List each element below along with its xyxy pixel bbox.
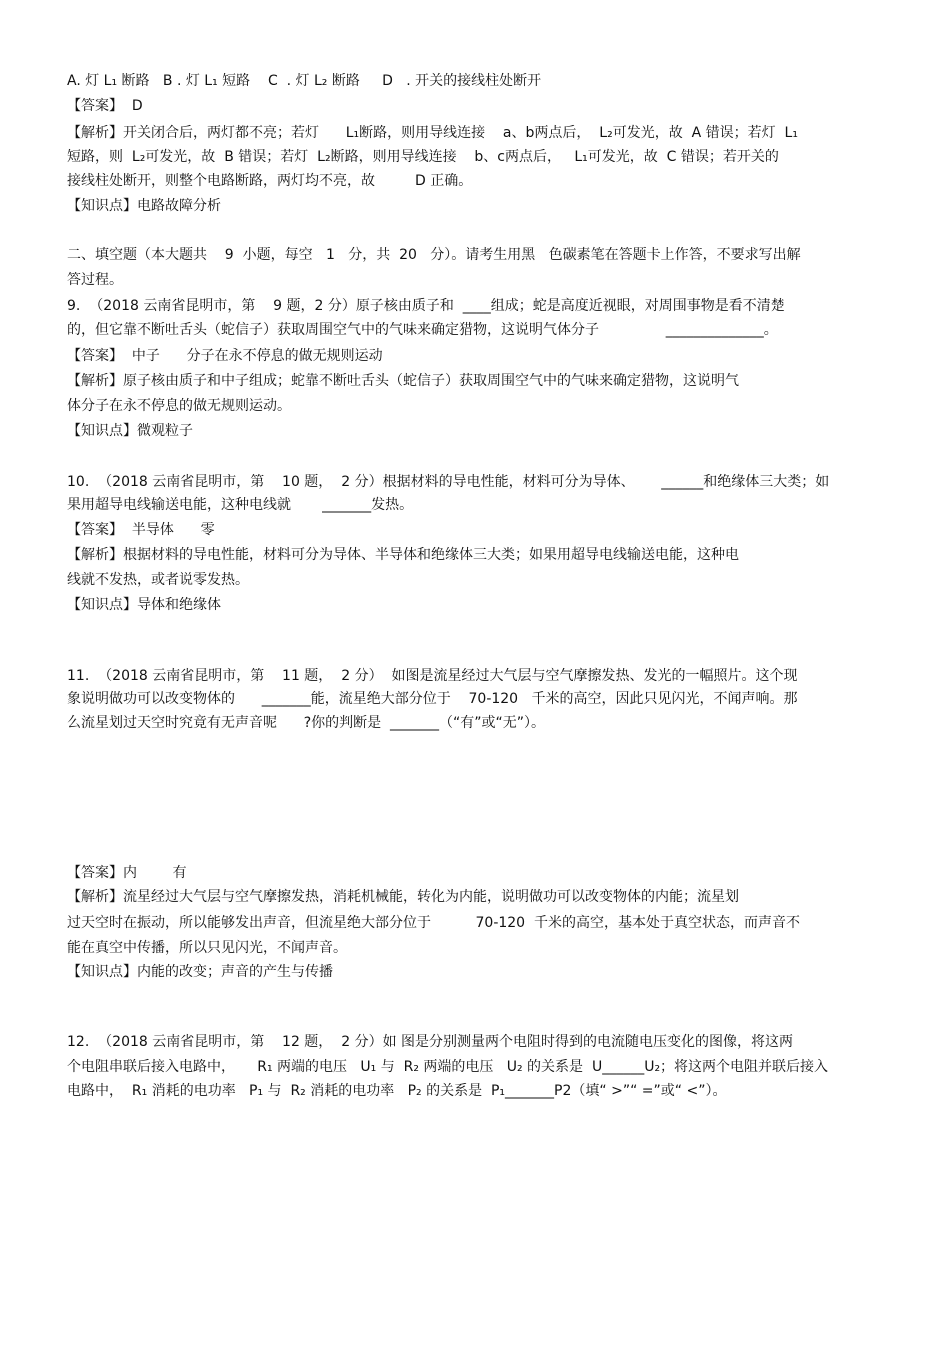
q8-options: A. 灯 L₁ 断路 B . 灯 L₁ 短路 C . 灯 L₂ 断路 D . 开关的接线柱处断开 <box>67 73 542 89</box>
q12-stem-line-2: 个电阻串联后接入电路中， R₁ 两端的电压 U₁ 与 R₂ 两端的电压 U₂ 的关系是 U______U₂；将这两个电阻并联后接入 <box>67 1059 829 1075</box>
q8-analysis-line-1: 【解析】开关闭合后，两灯都不亮；若灯 L₁断路，则用导线连接 a、b两点后， L₂可发光，故 A 错误；若灯 L₁ <box>67 125 798 141</box>
q10-analysis-line-2: 线就不发热，或者说零发热。 <box>67 572 249 588</box>
q11-stem-line-3: 么流星划过天空时究竟有无声音呢 ?你的判断是 _______（“有”或“无”）。 <box>67 715 546 731</box>
section2-heading-line-2: 答过程。 <box>67 272 123 288</box>
section2-heading-line-1: 二、填空题（本大题共 9 小题，每空 1 分，共 20 分）。请考生用黑 色碳素笔在答题卡上作答，不要求写出解 <box>67 247 801 263</box>
q9-analysis-line-1: 【解析】原子核由质子和中子组成；蛇靠不断吐舌头（蛇信子）获取周围空气中的气味来确定猎物，这说明气 <box>67 373 739 389</box>
q11-analysis-line-1: 【解析】流星经过大气层与空气摩擦发热，消耗机械能，转化为内能，说明做功可以改变物体的内能；流星划 <box>67 889 739 905</box>
q11-knowledge: 【知识点】内能的改变；声音的产生与传播 <box>67 964 333 980</box>
q9-answer: 【答案】 中子 分子在永不停息的做无规则运动 <box>67 348 383 364</box>
q10-stem-line-1: 10. （2018 云南省昆明市，第 10 题， 2 分）根据材料的导电性能，材料可分为导体、 ______和绝缘体三大类；如 <box>67 474 830 490</box>
q9-analysis-line-2: 体分子在永不停息的做无规则运动。 <box>67 398 291 414</box>
q8-answer: 【答案】 D <box>67 98 143 114</box>
q9-knowledge: 【知识点】微观粒子 <box>67 423 193 439</box>
q8-knowledge: 【知识点】电路故障分析 <box>67 198 221 214</box>
q8-analysis-line-3: 接线柱处断开，则整个电路断路，两灯均不亮，故 D 正确。 <box>67 173 473 189</box>
q11-answer: 【答案】内 有 <box>67 865 187 881</box>
q11-stem-line-2: 象说明做功可以改变物体的 _______能，流星绝大部分位于 70-120 千米的高空，因此只见闪光，不闻声响。那 <box>67 691 798 707</box>
q9-stem-line-2: 的，但它靠不断吐舌头（蛇信子）获取周围空气中的气味来确定猎物，这说明气体分子 ______________。 <box>67 322 778 338</box>
q10-knowledge: 【知识点】导体和绝缘体 <box>67 597 221 613</box>
q10-answer: 【答案】 半导体 零 <box>67 522 215 538</box>
q10-stem-line-2: 果用超导电线输送电能，这种电线就 _______发热。 <box>67 497 414 513</box>
q11-analysis-line-2: 过天空时在振动，所以能够发出声音，但流星绝大部分位于 70-120 千米的高空，基本处于真空状态，而声音不 <box>67 915 800 931</box>
q9-stem-line-1: 9. （2018 云南省昆明市，第 9 题，2 分）原子核由质子和 ____组成；蛇是高度近视眼，对周围事物是看不清楚 <box>67 298 785 314</box>
q12-stem-line-1: 12. （2018 云南省昆明市，第 12 题， 2 分）如 图是分别测量两个电阻时得到的电流随电压变化的图像，将这两 <box>67 1034 794 1050</box>
q10-analysis-line-1: 【解析】根据材料的导电性能，材料可分为导体、半导体和绝缘体三大类；如果用超导电线输送电能，这种电 <box>67 547 739 563</box>
q11-stem-line-1: 11. （2018 云南省昆明市，第 11 题， 2 分） 如图是流星经过大气层与空气摩擦发热、发光的一幅照片。这个现 <box>67 668 798 684</box>
q8-analysis-line-2: 短路，则 L₂可发光，故 B 错误；若灯 L₂断路，则用导线连接 b、c两点后， L₁可发光，故 C 错误；若开关的 <box>67 149 779 165</box>
q11-analysis-line-3: 能在真空中传播，所以只见闪光，不闻声音。 <box>67 940 347 956</box>
q12-stem-line-3: 电路中， R₁ 消耗的电功率 P₁ 与 R₂ 消耗的电功率 P₂ 的关系是 P₁_______P2（填“ >”“ =”或“ <”）。 <box>67 1083 727 1099</box>
